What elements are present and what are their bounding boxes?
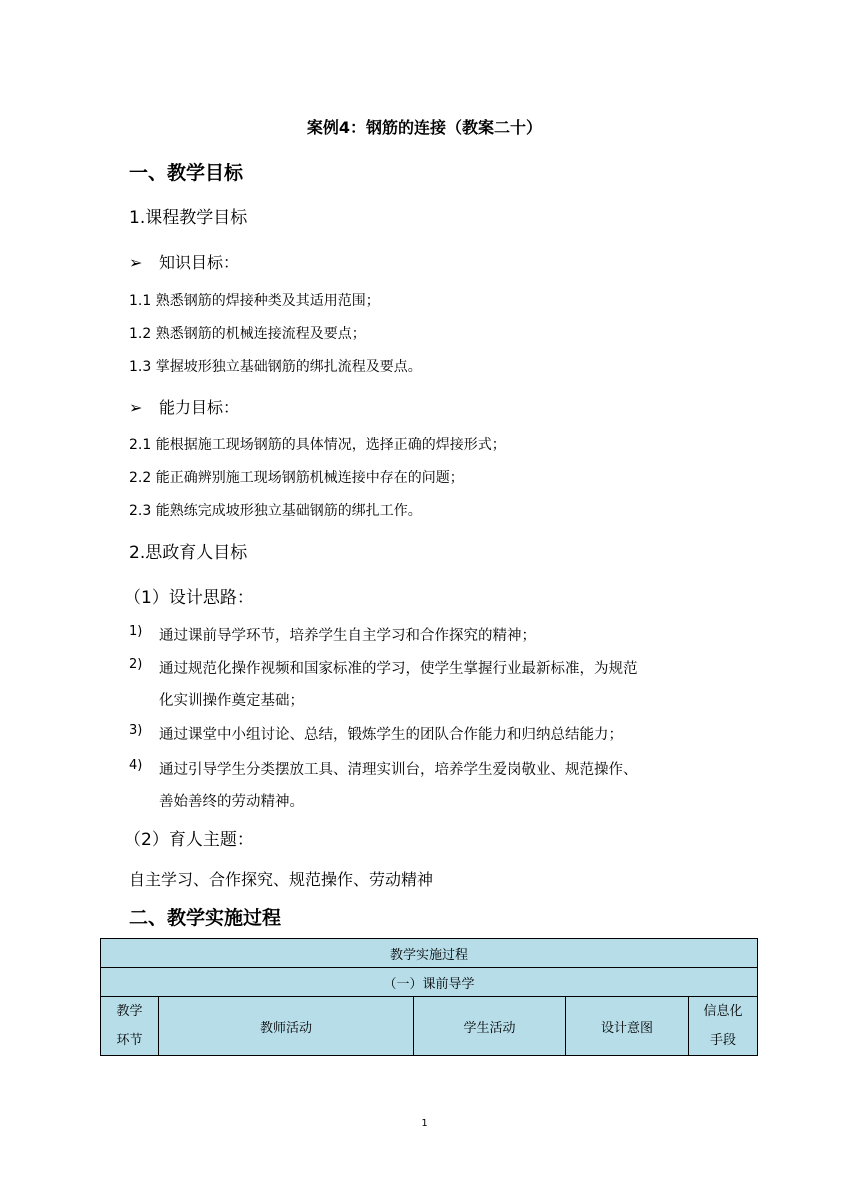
list-number: 3) [129,723,143,738]
list-number: 2) [129,657,143,672]
document-title: 案例4：钢筋的连接（教案二十） [306,118,543,137]
education-theme-text: 自主学习、合作探究、规范操作、劳动精神 [129,870,434,889]
list-text: 通过规范化操作视频和国家标准的学习，使学生掌握行业最新标准，为规范 [159,661,638,677]
page-number: 1 [421,1118,428,1129]
header-info-line1: 信息化 [703,1004,743,1019]
list-number: 1) [129,624,143,639]
header-stage-line2: 环节 [116,1033,143,1048]
table-header-row [101,997,758,1056]
table-subtitle: （一）课前导学 [101,968,758,997]
list-text-continued: 善始善终的劳动精神。 [159,794,304,810]
section-heading-process: 二、教学实施过程 [129,907,282,929]
knowledge-item: 1.1 熟悉钢筋的焊接种类及其适用范围； [129,293,380,309]
header-stage-line1: 教学 [116,1004,143,1019]
list-number: 4) [129,758,143,773]
header-info-line2: 手段 [709,1033,736,1048]
arrow-bullet-icon: ➢ [129,253,143,272]
design-thinking-label: （1）设计思路： [124,588,254,608]
list-text-continued: 化实训操作奠定基础； [159,693,304,709]
knowledge-goals-heading [129,250,239,273]
ability-item: 2.1 能根据施工现场钢筋的具体情况，选择正确的焊接形式； [129,437,506,453]
knowledge-item: 1.2 熟悉钢筋的机械连接流程及要点； [129,326,366,342]
table-title-row [101,939,758,968]
ideology-goals-heading: 2.思政育人目标 [129,543,248,563]
header-stage [101,997,159,1056]
header-design-intent: 设计意图 [566,997,689,1056]
section-heading-goals: 一、教学目标 [129,162,244,184]
header-info-means [689,997,758,1056]
knowledge-item: 1.3 掌握坡形独立基础钢筋的绑扎流程及要点。 [129,359,422,375]
header-teacher-activity: 教师活动 [159,997,414,1056]
list-text: 通过课堂中小组讨论、总结，锻炼学生的团队合作能力和归纳总结能力； [159,727,623,743]
ability-item: 2.2 能正确辨别施工现场钢筋机械连接中存在的问题； [129,470,464,486]
ability-goals-heading [129,395,239,418]
teaching-process-table [100,938,758,1056]
education-theme-label: （2）育人主题： [124,830,254,850]
table-subtitle-row [101,968,758,997]
ability-goals-label: 能力目标： [159,398,240,417]
header-student-activity: 学生活动 [414,997,566,1056]
list-text: 通过课前导学环节，培养学生自主学习和合作探究的精神； [159,628,536,644]
arrow-bullet-icon: ➢ [129,398,143,417]
knowledge-goals-label: 知识目标： [159,253,240,272]
course-goals-heading: 1.课程教学目标 [129,208,248,228]
list-text: 通过引导学生分类摆放工具、清理实训台，培养学生爱岗敬业、规范操作、 [159,762,638,778]
table-title: 教学实施过程 [101,939,758,968]
ability-item: 2.3 能熟练完成坡形独立基础钢筋的绑扎工作。 [129,503,422,519]
